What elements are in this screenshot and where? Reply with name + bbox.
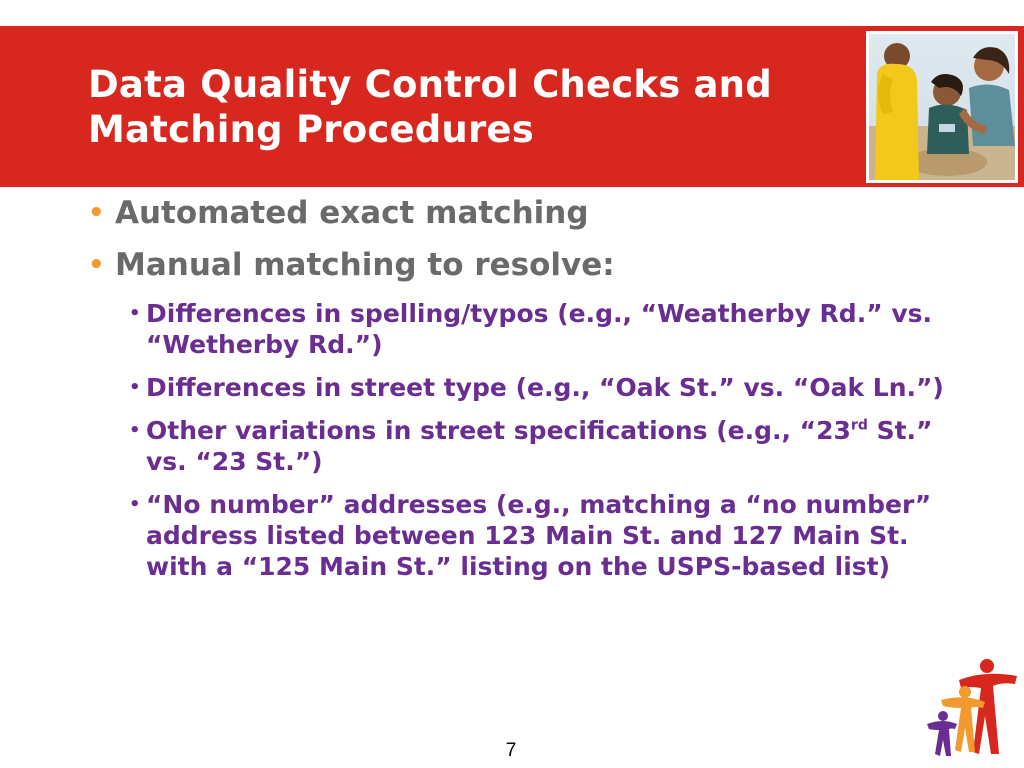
- sub-bullet-icon: •: [129, 420, 141, 441]
- title-line-2: Matching Procedures: [88, 108, 534, 151]
- family-figures-logo: [925, 656, 1021, 760]
- bullet-icon: •: [88, 198, 105, 228]
- bullet-item-automated-matching: [88, 194, 948, 232]
- sub-bullet-icon: •: [129, 494, 141, 515]
- sub-bullet-text: Differences in spelling/typos (e.g., “Weatherby Rd.” vs. “Wetherby Rd.”): [146, 299, 932, 359]
- sub-bullet-spelling: [126, 298, 946, 360]
- sub-bullet-icon: •: [129, 303, 141, 324]
- bullet-icon: •: [88, 250, 105, 280]
- ordinal-superscript: rd: [850, 417, 868, 434]
- bullet-item-manual-matching: [88, 246, 948, 284]
- photo-illustration: [869, 34, 1015, 180]
- sub-bullet-street-type: [126, 372, 946, 403]
- title-line-1: Data Quality Control Checks and: [88, 63, 772, 106]
- slide-title: [88, 62, 848, 152]
- logo-graphic: [925, 656, 1021, 760]
- bullet-list: [88, 194, 948, 594]
- sub-bullet-text: “No number” addresses (e.g., matching a “no number” address listed between 123 Main St. and 127 Main St. with a “125 Main St.” listing on the USPS-based list): [146, 490, 932, 581]
- bullet-text: Automated exact matching: [115, 195, 589, 231]
- children-playing-photo: [866, 31, 1018, 183]
- sub-bullet-text-start: Other variations in street specifications (e.g., “23: [146, 416, 851, 445]
- sub-bullet-no-number-addresses: [126, 489, 946, 582]
- sub-bullet-street-specifications: [126, 415, 946, 477]
- sub-bullet-text-end: St.” vs. “23 St.”): [146, 416, 933, 476]
- bullet-text: Manual matching to resolve:: [115, 247, 615, 283]
- sub-bullet-text: Differences in street type (e.g., “Oak St.” vs. “Oak Ln.”): [146, 373, 944, 402]
- sub-bullet-icon: •: [129, 377, 141, 398]
- sub-bullet-text: [146, 416, 932, 476]
- page-number: 7: [505, 740, 517, 761]
